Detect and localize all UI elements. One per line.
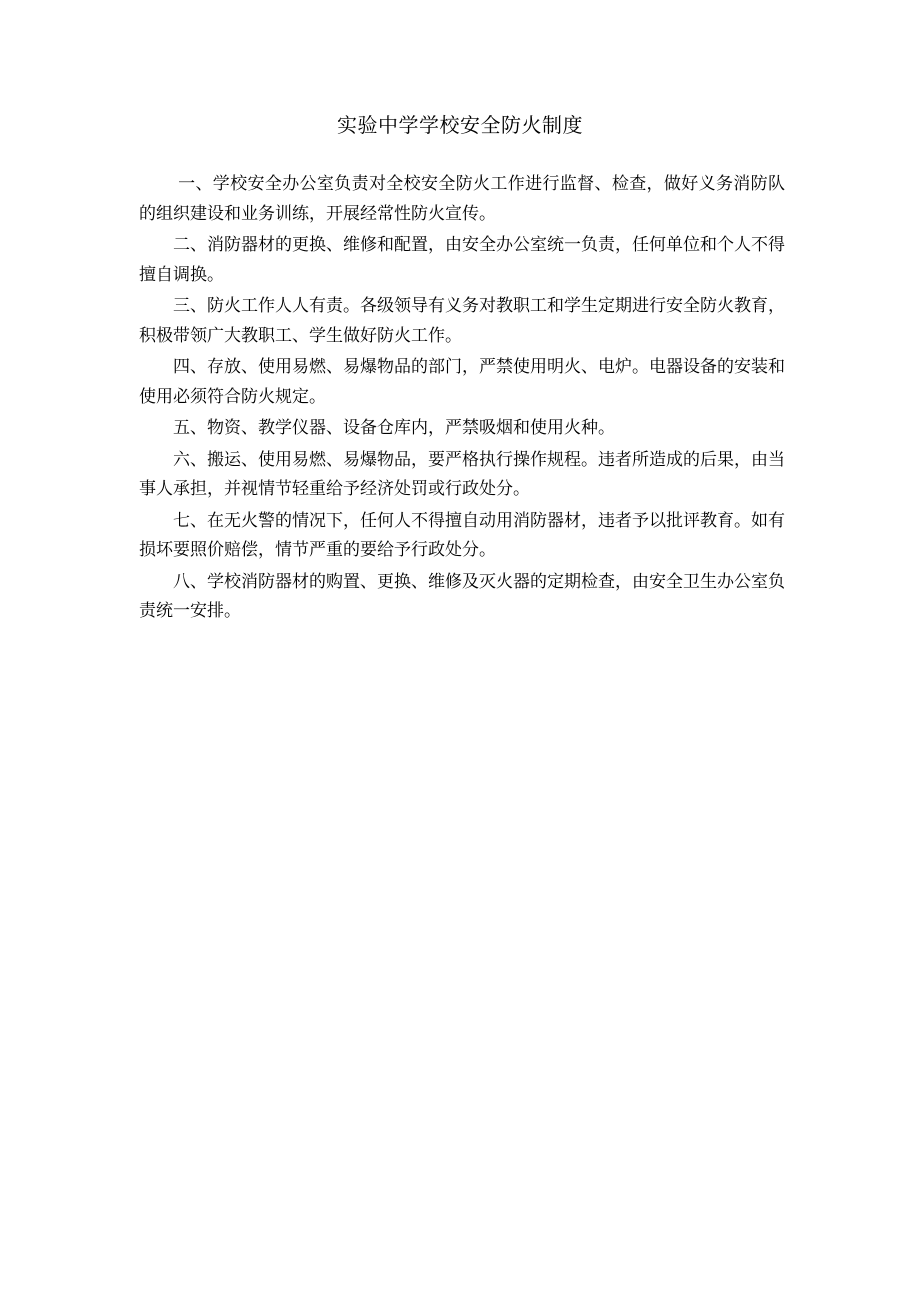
- paragraph-5: 五、物资、教学仪器、设备仓库内，严禁吸烟和使用火种。: [173, 418, 615, 438]
- paragraph-2: 二、消防器材的更换、维修和配置，由安全办公室统一负责，任何单位和个人不得擅自调换。: [139, 235, 785, 285]
- paragraph-3: 三、防火工作人人有责。各级领导有义务对教职工和学生定期进行安全防火教育，积极带领广大教职工、学生做好防火工作。: [139, 296, 785, 346]
- paragraph-1: 一、学校安全办公室负责对全校安全防火工作进行监督、检查，做好义务消防队的组织建设和业务训练，开展经常性防火宣传。: [139, 174, 785, 224]
- paragraph-6: 六、搬运、使用易燃、易爆物品，要严格执行操作规程。违者所造成的后果，由当事人承担，并视情节轻重给予经济处罚或行政处分。: [139, 449, 785, 499]
- document-title: 实验中学学校安全防火制度: [337, 113, 583, 137]
- paragraph-4: 四、存放、使用易燃、易爆物品的部门，严禁使用明火、电炉。电器设备的安装和使用必须符合防火规定。: [139, 357, 785, 407]
- paragraph-7: 七、在无火警的情况下，任何人不得擅自动用消防器材，违者予以批评教育。如有损坏要照价赔偿，情节严重的要给予行政处分。: [139, 510, 785, 560]
- paragraph-8: 八、学校消防器材的购置、更换、维修及灭火器的定期检查，由安全卫生办公室负责统一安排。: [139, 571, 785, 621]
- document-body: [139, 170, 785, 629]
